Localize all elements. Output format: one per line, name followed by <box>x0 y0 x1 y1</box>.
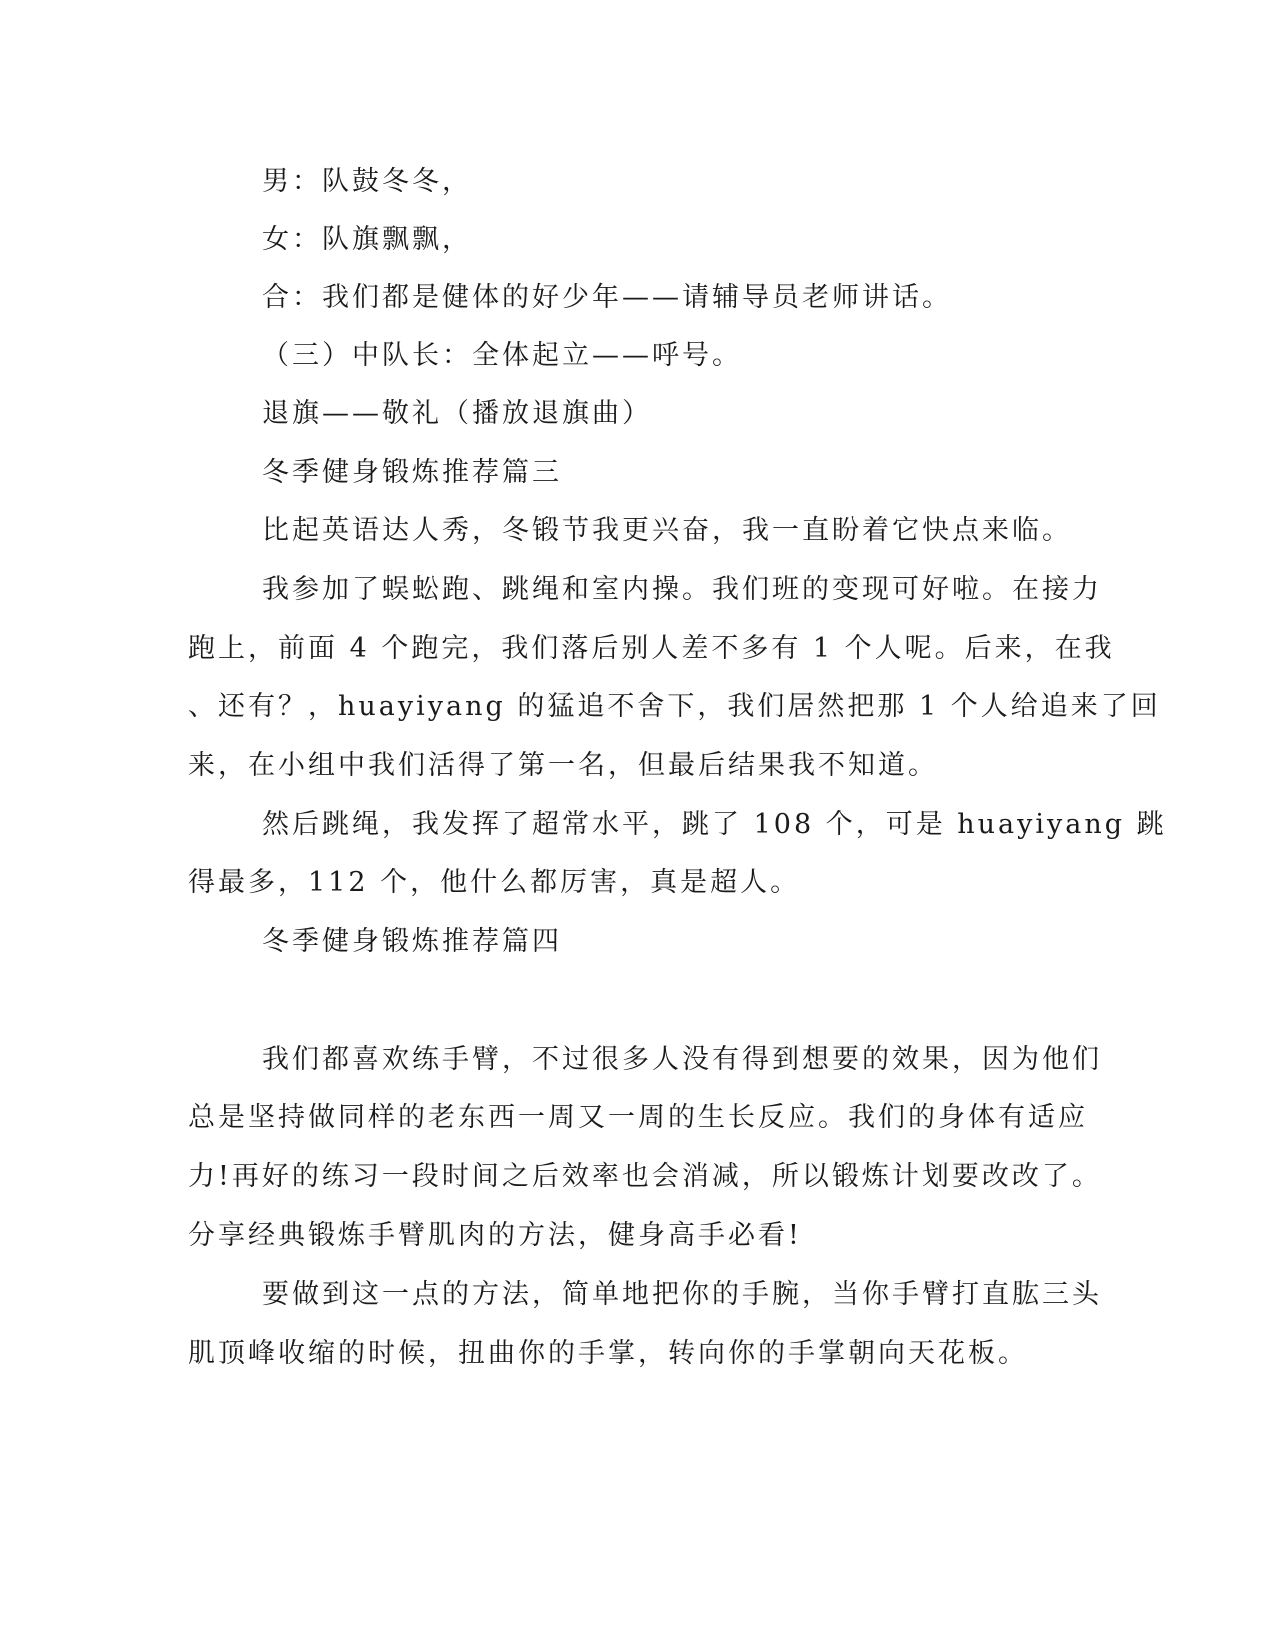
paragraph-line: 要做到这一点的方法，简单地把你的手腕，当你手臂打直肱三头 <box>262 1279 1102 1310</box>
paragraph-line: 肌顶峰收缩的时候，扭曲你的手掌，转向你的手掌朝向天花板。 <box>188 1338 1028 1369</box>
paragraph-line: 来，在小组中我们活得了第一名，但最后结果我不知道。 <box>188 750 938 781</box>
dialogue-line-together: 合：我们都是健体的好少年——请辅导员老师讲话。 <box>262 282 952 313</box>
paragraph-line: 然后跳绳，我发挥了超常水平，跳了 108 个，可是 huayiyang 跳 <box>262 809 1167 840</box>
section-heading-four: 冬季健身锻炼推荐篇四 <box>262 926 562 957</box>
flag-retire-line: 退旗——敬礼（播放退旗曲） <box>262 398 652 429</box>
paragraph-line: 、还有？，huayiyang 的猛追不舍下，我们居然把那 1 个人给追来了回 <box>188 691 1161 722</box>
paragraph-line: 分享经典锻炼手臂肌肉的方法，健身高手必看! <box>188 1220 802 1251</box>
paragraph-line: 力!再好的练习一段时间之后效率也会消减，所以锻炼计划要改改了。 <box>188 1161 1102 1192</box>
section-line-three: （三）中队长：全体起立——呼号。 <box>262 340 742 371</box>
paragraph-line: 我们都喜欢练手臂，不过很多人没有得到想要的效果，因为他们 <box>262 1044 1102 1075</box>
paragraph-line: 我参加了蜈蚣跑、跳绳和室内操。我们班的变现可好啦。在接力 <box>262 574 1102 605</box>
paragraph-line: 比起英语达人秀，冬锻节我更兴奋，我一直盼着它快点来临。 <box>262 515 1072 546</box>
section-heading-three: 冬季健身锻炼推荐篇三 <box>262 457 562 488</box>
paragraph-line: 得最多，112 个，他什么都厉害，真是超人。 <box>188 867 801 898</box>
paragraph-line: 总是坚持做同样的老东西一周又一周的生长反应。我们的身体有适应 <box>188 1102 1088 1133</box>
dialogue-line-female: 女：队旗飘飘， <box>262 224 472 255</box>
dialogue-line-male: 男：队鼓冬冬， <box>262 166 472 197</box>
paragraph-line: 跑上，前面 4 个跑完，我们落后别人差不多有 1 个人呢。后来，在我 <box>188 633 1115 664</box>
